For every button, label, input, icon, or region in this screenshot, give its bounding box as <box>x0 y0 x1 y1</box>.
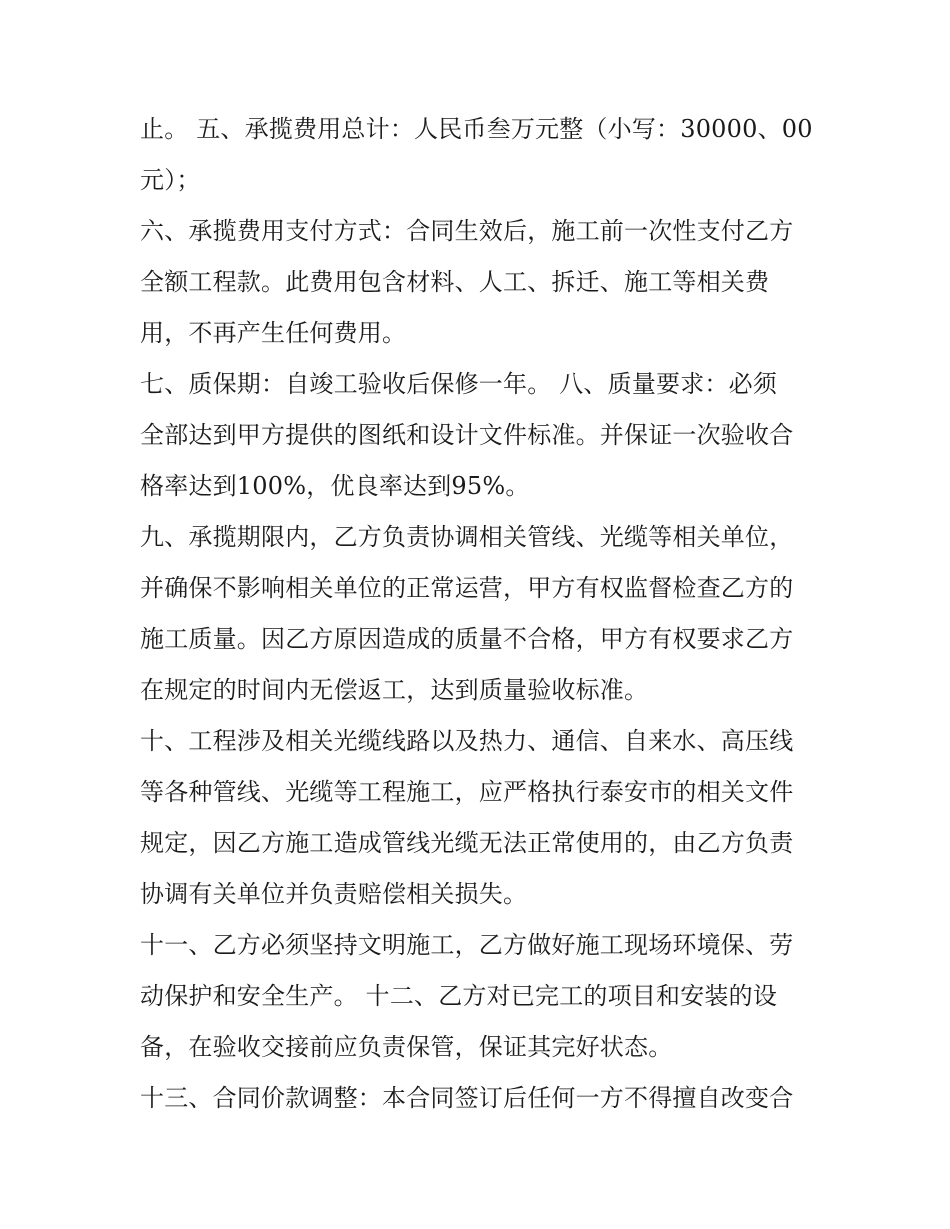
text-line: 全部达到甲方提供的图纸和设计文件标准。并保证一次验收合 <box>140 421 794 449</box>
text-line: 规定，因乙方施工造成管线光缆无法正常使用的，由乙方负责 <box>140 829 794 857</box>
text-line: 十、工程涉及相关光缆线路以及热力、通信、自来水、高压线 <box>140 727 794 755</box>
text-line: 动保护和安全生产。 十二、乙方对已完工的项目和安装的设 <box>140 982 778 1010</box>
text-line: 格率达到100%，优良率达到95%。 <box>140 472 530 500</box>
text-line: 十一、乙方必须坚持文明施工，乙方做好施工现场环境保、劳 <box>140 931 794 959</box>
text-line: 施工质量。因乙方原因造成的质量不合格，甲方有权要求乙方 <box>140 625 794 653</box>
text-line: 全额工程款。此费用包含材料、人工、拆迁、施工等相关费 <box>140 268 770 296</box>
text-line: 十三、合同价款调整：本合同签订后任何一方不得擅自改变合 <box>140 1084 794 1112</box>
text-line: 备，在验收交接前应负责保管，保证其完好状态。 <box>140 1033 673 1061</box>
text-line: 元）； <box>140 166 201 194</box>
text-line: 并确保不影响相关单位的正常运营，甲方有权监督检查乙方的 <box>140 574 794 602</box>
text-line: 六、承揽费用支付方式：合同生效后，施工前一次性支付乙方 <box>140 217 794 245</box>
text-line: 九、承揽期限内，乙方负责协调相关管线、光缆等相关单位， <box>140 523 794 551</box>
text-line: 用，不再产生任何费用。 <box>140 319 407 347</box>
document-body <box>140 104 812 1124</box>
text-line: 七、质保期：自竣工验收后保修一年。 八、质量要求：必须 <box>140 370 778 398</box>
text-line: 协调有关单位并负责赔偿相关损失。 <box>140 880 528 908</box>
text-line: 在规定的时间内无偿返工，达到质量验收标准。 <box>140 676 649 704</box>
text-line: 止。 五、承揽费用总计：人民币叁万元整（小写：30000、00 <box>140 115 813 143</box>
text-line: 等各种管线、光缆等工程施工，应严格执行泰安市的相关文件 <box>140 778 794 806</box>
